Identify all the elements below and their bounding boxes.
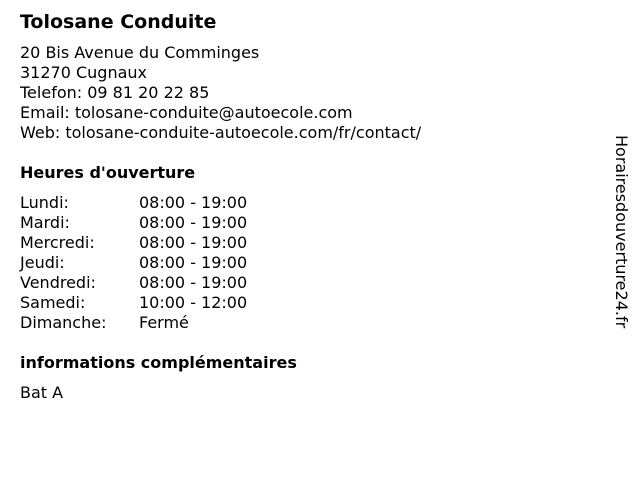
opening-hours-heading: Heures d'ouverture: [20, 163, 196, 182]
hours-row-monday: [20, 193, 580, 213]
hours-day: Samedi:: [20, 293, 86, 312]
hours-time: Fermé: [139, 313, 189, 332]
additional-info-heading: informations complémentaires: [20, 353, 297, 372]
business-card: [20, 10, 580, 403]
hours-day: Mardi:: [20, 213, 70, 232]
hours-time: 08:00 - 19:00: [139, 253, 248, 272]
opening-hours-list: [20, 193, 580, 333]
phone-line: Telefon: 09 81 20 22 85: [20, 83, 210, 102]
web-line: Web: tolosane-conduite-autoecole.com/fr/contact/: [20, 123, 422, 142]
hours-day: Mercredi:: [20, 233, 95, 252]
hours-time: 08:00 - 19:00: [139, 213, 248, 232]
address-street: 20 Bis Avenue du Comminges: [20, 43, 260, 62]
hours-row-tuesday: [20, 213, 580, 233]
site-watermark: Horairesdouverture24.fr: [612, 135, 631, 329]
business-name: Tolosane Conduite: [20, 11, 217, 33]
hours-day: Vendredi:: [20, 273, 96, 292]
hours-time: 08:00 - 19:00: [139, 233, 248, 252]
additional-info-text: Bat A: [20, 383, 64, 402]
hours-day: Dimanche:: [20, 313, 107, 332]
hours-row-saturday: [20, 293, 580, 313]
hours-row-friday: [20, 273, 580, 293]
hours-time: 10:00 - 12:00: [139, 293, 248, 312]
hours-row-sunday: [20, 313, 580, 333]
hours-row-wednesday: [20, 233, 580, 253]
hours-time: 08:00 - 19:00: [139, 273, 248, 292]
hours-time: 08:00 - 19:00: [139, 193, 248, 212]
email-line: Email: tolosane-conduite@autoecole.com: [20, 103, 353, 122]
address-city: 31270 Cugnaux: [20, 63, 148, 82]
contact-block: [20, 43, 580, 143]
hours-day: Jeudi:: [20, 253, 65, 272]
hours-day: Lundi:: [20, 193, 69, 212]
hours-row-thursday: [20, 253, 580, 273]
